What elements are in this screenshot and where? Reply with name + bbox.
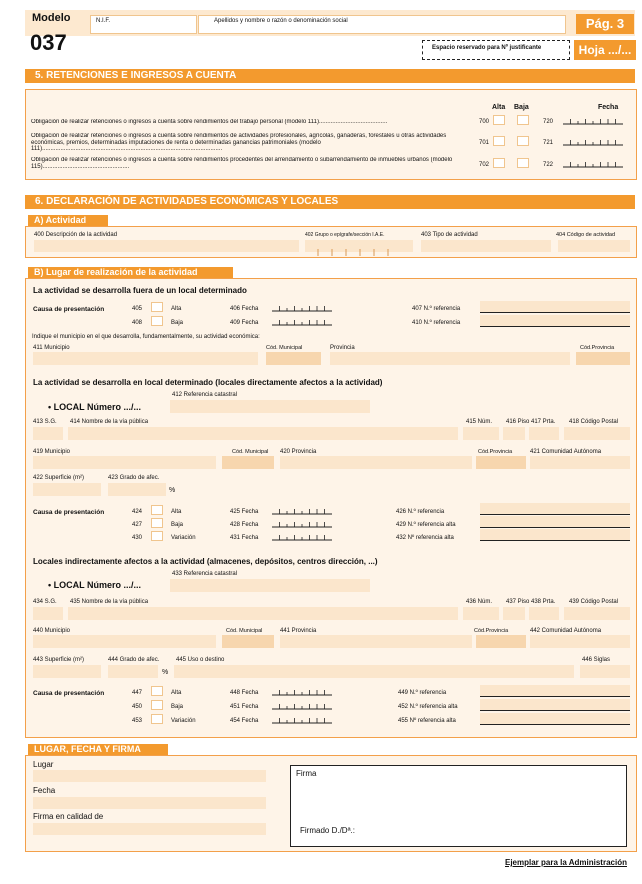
label-412: 412 Referencia catastral <box>172 392 238 398</box>
variacion-label: Variación <box>171 718 196 724</box>
field-426[interactable] <box>480 503 630 515</box>
label-438: 438 Prta. <box>531 599 556 605</box>
field-cod-provincia[interactable] <box>476 635 526 648</box>
field-407[interactable] <box>480 301 630 313</box>
b1-title: La actividad se desarrolla fuera de un local determinado <box>33 286 247 295</box>
date-field[interactable] <box>563 158 623 166</box>
date-field[interactable] <box>272 316 332 324</box>
field-449[interactable] <box>480 685 630 697</box>
cod-municipal: Cód. Municipal <box>232 449 269 455</box>
label-440: 440 Municipio <box>33 628 71 634</box>
firma-label: Firma <box>296 769 317 778</box>
indique-text: Indique el municipio en el que desarrolla, fundamentalmente, su actividad económica: <box>32 334 260 340</box>
ref-410: 410 N.º referencia <box>412 320 461 326</box>
label-435: 435 Nombre de la vía pública <box>70 599 149 605</box>
field-404[interactable] <box>558 240 630 252</box>
field-417[interactable] <box>529 427 559 440</box>
sec5-row-fcode: 722 <box>543 162 554 168</box>
field-provincia[interactable] <box>330 352 570 365</box>
field-cod-municipal[interactable] <box>222 456 274 469</box>
field-415[interactable] <box>463 427 499 440</box>
calidad-field[interactable] <box>33 823 266 835</box>
fecha-454: 454 Fecha <box>230 718 259 724</box>
lugar-field[interactable] <box>33 770 266 782</box>
field-411[interactable] <box>33 352 258 365</box>
cod-provincia: Cód.Provincia <box>478 449 513 455</box>
label-434: 434 S.G. <box>33 599 57 605</box>
date-field[interactable] <box>563 136 623 144</box>
ref-426: 426 N.º referencia <box>396 509 445 515</box>
footer-text: Ejemplar para la Administración <box>505 858 627 867</box>
label-414: 414 Nombre de la vía pública <box>70 419 149 425</box>
code-430: 430 <box>132 535 143 541</box>
b2-title: La actividad se desarrolla en local determinado (locales directamente afectos a la actividad) <box>33 378 383 387</box>
field-443[interactable] <box>33 665 101 678</box>
baja-checkbox[interactable] <box>517 136 529 146</box>
fecha-451: 451 Fecha <box>230 704 259 710</box>
percent: % <box>169 487 176 494</box>
label-443: 443 Superficie (m²) <box>33 657 85 663</box>
label-416: 416 Piso <box>506 419 530 425</box>
field-437[interactable] <box>503 607 525 620</box>
field-414[interactable] <box>68 427 458 440</box>
nif-label: N.I.F. <box>96 18 111 24</box>
fecha-425: 425 Fecha <box>230 509 259 515</box>
field-441[interactable] <box>280 635 472 648</box>
pag-label: Pág. 3 <box>576 14 634 34</box>
field-418[interactable] <box>564 427 630 440</box>
label-445: 445 Uso o destino <box>176 657 225 663</box>
label-420: 420 Provincia <box>280 449 317 455</box>
alta-checkbox[interactable] <box>493 115 505 125</box>
checkbox-427[interactable] <box>151 518 163 528</box>
alta-checkbox[interactable] <box>493 158 505 168</box>
checkbox-408[interactable] <box>151 316 163 326</box>
label-423: 423 Grado de afec. <box>108 475 160 481</box>
label-442: 442 Comunidad Autónoma <box>530 628 602 634</box>
label-439: 439 Código Postal <box>569 599 619 605</box>
variacion-label: Variación <box>171 535 196 541</box>
sec5-row-text: Obligación de realizar retenciones o ingresos a cuenta sobre rendimientos de actividades profesionales, agrícolas, ganaderas, forestales u otras actividades económicas, premios, determinadas imputaciones de renta o determinadas ganancias patrimoniales (modelo 111)............................................................................................................ <box>31 133 447 152</box>
checkbox-453[interactable] <box>151 714 163 724</box>
field-422[interactable] <box>33 483 101 496</box>
label-436: 436 Núm. <box>466 599 493 605</box>
lugar-subtitle: B) Lugar de realización de la actividad <box>28 267 233 278</box>
section6-title: 6. DECLARACIÓN DE ACTIVIDADES ECONÓMICAS Y LOCALES <box>25 195 635 209</box>
causa-label: Causa de presentación <box>33 690 105 697</box>
sec5-row-code: 700 <box>479 119 490 125</box>
label-446: 446 Siglas <box>582 657 611 663</box>
baja-checkbox[interactable] <box>517 158 529 168</box>
field-cod-municipal[interactable] <box>266 352 321 365</box>
sec5-row-text: Obligación de realizar retenciones o ingresos a cuenta sobre rendimientos procedentes del arrendamiento o subarrendamiento de inmuebles urbanos (modelo 115).................................................... <box>31 157 453 170</box>
code-427: 427 <box>132 522 143 528</box>
label-418: 418 Código Postal <box>569 419 619 425</box>
checkbox-450[interactable] <box>151 700 163 710</box>
field-cod-provincia[interactable] <box>576 352 630 365</box>
code-450: 450 <box>132 704 143 710</box>
baja-header: Baja <box>514 104 529 111</box>
baja-label: Baja <box>171 522 184 528</box>
date-field[interactable] <box>272 714 332 722</box>
label-411: 411 Municipio <box>33 345 70 351</box>
checkbox-424[interactable] <box>151 505 163 515</box>
fecha-409: 409 Fecha <box>230 320 259 326</box>
modelo-number: 037 <box>30 30 67 55</box>
date-field[interactable] <box>272 700 332 708</box>
field-442[interactable] <box>530 635 630 648</box>
field-440[interactable] <box>33 635 216 648</box>
ref-449: 449 N.º referencia <box>398 690 447 696</box>
provincia-label: Provincia <box>330 345 355 351</box>
section5-title: 5. RETENCIONES E INGRESOS A CUENTA <box>25 69 635 83</box>
sec5-row-code: 702 <box>479 162 490 168</box>
sec5-row-code: 701 <box>479 140 490 146</box>
date-field[interactable] <box>272 686 332 694</box>
modelo-label: Modelo <box>32 12 71 24</box>
reserved-label: Espacio reservado para Nº justificante <box>432 45 542 51</box>
sec5-row-text: Obligación de realizar retenciones o ingresos a cuenta sobre rendimientos del trabajo personal (modelo 111)......................................... <box>31 119 388 125</box>
field-412[interactable] <box>170 400 370 413</box>
fecha-label: Fecha <box>33 786 56 795</box>
label-444: 444 Grado de afec. <box>108 657 160 663</box>
cod-municipal: Cód. Municipal <box>226 628 263 634</box>
field-445[interactable] <box>174 665 574 678</box>
field-429[interactable] <box>480 516 630 528</box>
alta-label: Alta <box>171 690 182 696</box>
baja-label: Baja <box>171 320 184 326</box>
checkbox-405[interactable] <box>151 302 163 312</box>
cod-provincia: Cód.Provincia <box>580 345 615 351</box>
field-433[interactable] <box>170 579 370 592</box>
label-419: 419 Municipio <box>33 449 71 455</box>
label-415: 415 Núm. <box>466 419 493 425</box>
sec5-row-fcode: 720 <box>543 119 554 125</box>
alta-checkbox[interactable] <box>493 136 505 146</box>
field-436[interactable] <box>463 607 499 620</box>
field-413[interactable] <box>33 427 63 440</box>
field-423[interactable] <box>108 483 166 496</box>
alta-label: Alta <box>171 509 182 515</box>
checkbox-447[interactable] <box>151 686 163 696</box>
ref-429: 429 N.º referencia alta <box>396 522 456 528</box>
percent: % <box>162 669 169 676</box>
field-446[interactable] <box>580 665 630 678</box>
label-421: 421 Comunidad Autónoma <box>530 449 602 455</box>
label-437: 437 Piso <box>506 599 530 605</box>
label-413: 413 S.G. <box>33 419 57 425</box>
cod-municipal: Cód. Municipal <box>266 345 303 351</box>
fecha-field[interactable] <box>33 797 266 809</box>
field-421[interactable] <box>530 456 630 469</box>
causa-label: Causa de presentación <box>33 306 105 313</box>
field-438[interactable] <box>529 607 559 620</box>
field-420[interactable] <box>280 456 472 469</box>
field-432[interactable] <box>480 529 630 541</box>
field-416[interactable] <box>503 427 525 440</box>
date-field[interactable] <box>272 505 332 513</box>
alta-header: Alta <box>492 104 506 111</box>
ref-452: 452 N.º referencia alta <box>398 704 458 710</box>
baja-label: Baja <box>171 704 184 710</box>
calidad-label: Firma en calidad de <box>33 812 104 821</box>
b3-title: Locales indirectamente afectos a la actividad (almacenes, depósitos, centros dirección, ...) <box>33 557 378 566</box>
grupo-402-ticks <box>310 243 410 261</box>
fecha-header: Fecha <box>598 104 619 111</box>
label-441: 441 Provincia <box>280 628 317 634</box>
label-417: 417 Prta. <box>531 419 556 425</box>
label-422: 422 Superficie (m²) <box>33 475 85 481</box>
baja-checkbox[interactable] <box>517 115 529 125</box>
code-405: 405 <box>132 306 143 312</box>
field-439[interactable] <box>564 607 630 620</box>
label-404: 404 Código de actividad <box>556 232 616 238</box>
apellidos-label: Apellidos y nombre o razón o denominación social <box>214 18 348 24</box>
field-452[interactable] <box>480 699 630 711</box>
causa-label: Causa de presentación <box>33 509 105 516</box>
date-field[interactable] <box>272 518 332 526</box>
field-435[interactable] <box>68 607 458 620</box>
field-444[interactable] <box>108 665 158 678</box>
label-400: 400 Descripción de la actividad <box>34 232 118 238</box>
code-408: 408 <box>132 320 143 326</box>
firmado-label: Firmado D./Dª.: <box>300 826 355 835</box>
date-field[interactable] <box>272 531 332 539</box>
local-number: • LOCAL Número .../... <box>48 402 141 412</box>
date-field[interactable] <box>272 302 332 310</box>
local-number: • LOCAL Número .../... <box>48 580 141 590</box>
field-403[interactable] <box>421 240 551 252</box>
label-402: 402 Grupo o epígrafe/sección I.A.E. <box>305 232 385 238</box>
label-433: 433 Referencia catastral <box>172 571 238 577</box>
date-field[interactable] <box>563 115 623 123</box>
code-447: 447 <box>132 690 143 696</box>
field-434[interactable] <box>33 607 63 620</box>
field-cod-municipal[interactable] <box>222 635 274 648</box>
ref-407: 407 N.º referencia <box>412 306 461 312</box>
code-424: 424 <box>132 509 143 515</box>
code-453: 453 <box>132 718 143 724</box>
fecha-428: 428 Fecha <box>230 522 259 528</box>
lugar-label: Lugar <box>33 760 54 769</box>
sec5-row-fcode: 721 <box>543 140 554 146</box>
fecha-406: 406 Fecha <box>230 306 259 312</box>
activity-subtitle: A) Actividad <box>28 215 108 226</box>
ref-432: 432 Nº referencia alta <box>396 535 454 541</box>
alta-label: Alta <box>171 306 182 312</box>
hoja-label: Hoja .../... <box>574 40 636 60</box>
ref-455: 455 Nº referencia alta <box>398 718 456 724</box>
field-410[interactable] <box>480 315 630 327</box>
label-403: 403 Tipo de actividad <box>421 232 478 238</box>
cod-provincia: Cód.Provincia <box>474 628 509 634</box>
checkbox-430[interactable] <box>151 531 163 541</box>
fecha-448: 448 Fecha <box>230 690 259 696</box>
field-455[interactable] <box>480 713 630 725</box>
field-419[interactable] <box>33 456 216 469</box>
field-400[interactable] <box>34 240 299 252</box>
field-cod-provincia[interactable] <box>476 456 526 469</box>
fecha-431: 431 Fecha <box>230 535 259 541</box>
firma-subtitle: LUGAR, FECHA Y FIRMA <box>28 744 168 755</box>
